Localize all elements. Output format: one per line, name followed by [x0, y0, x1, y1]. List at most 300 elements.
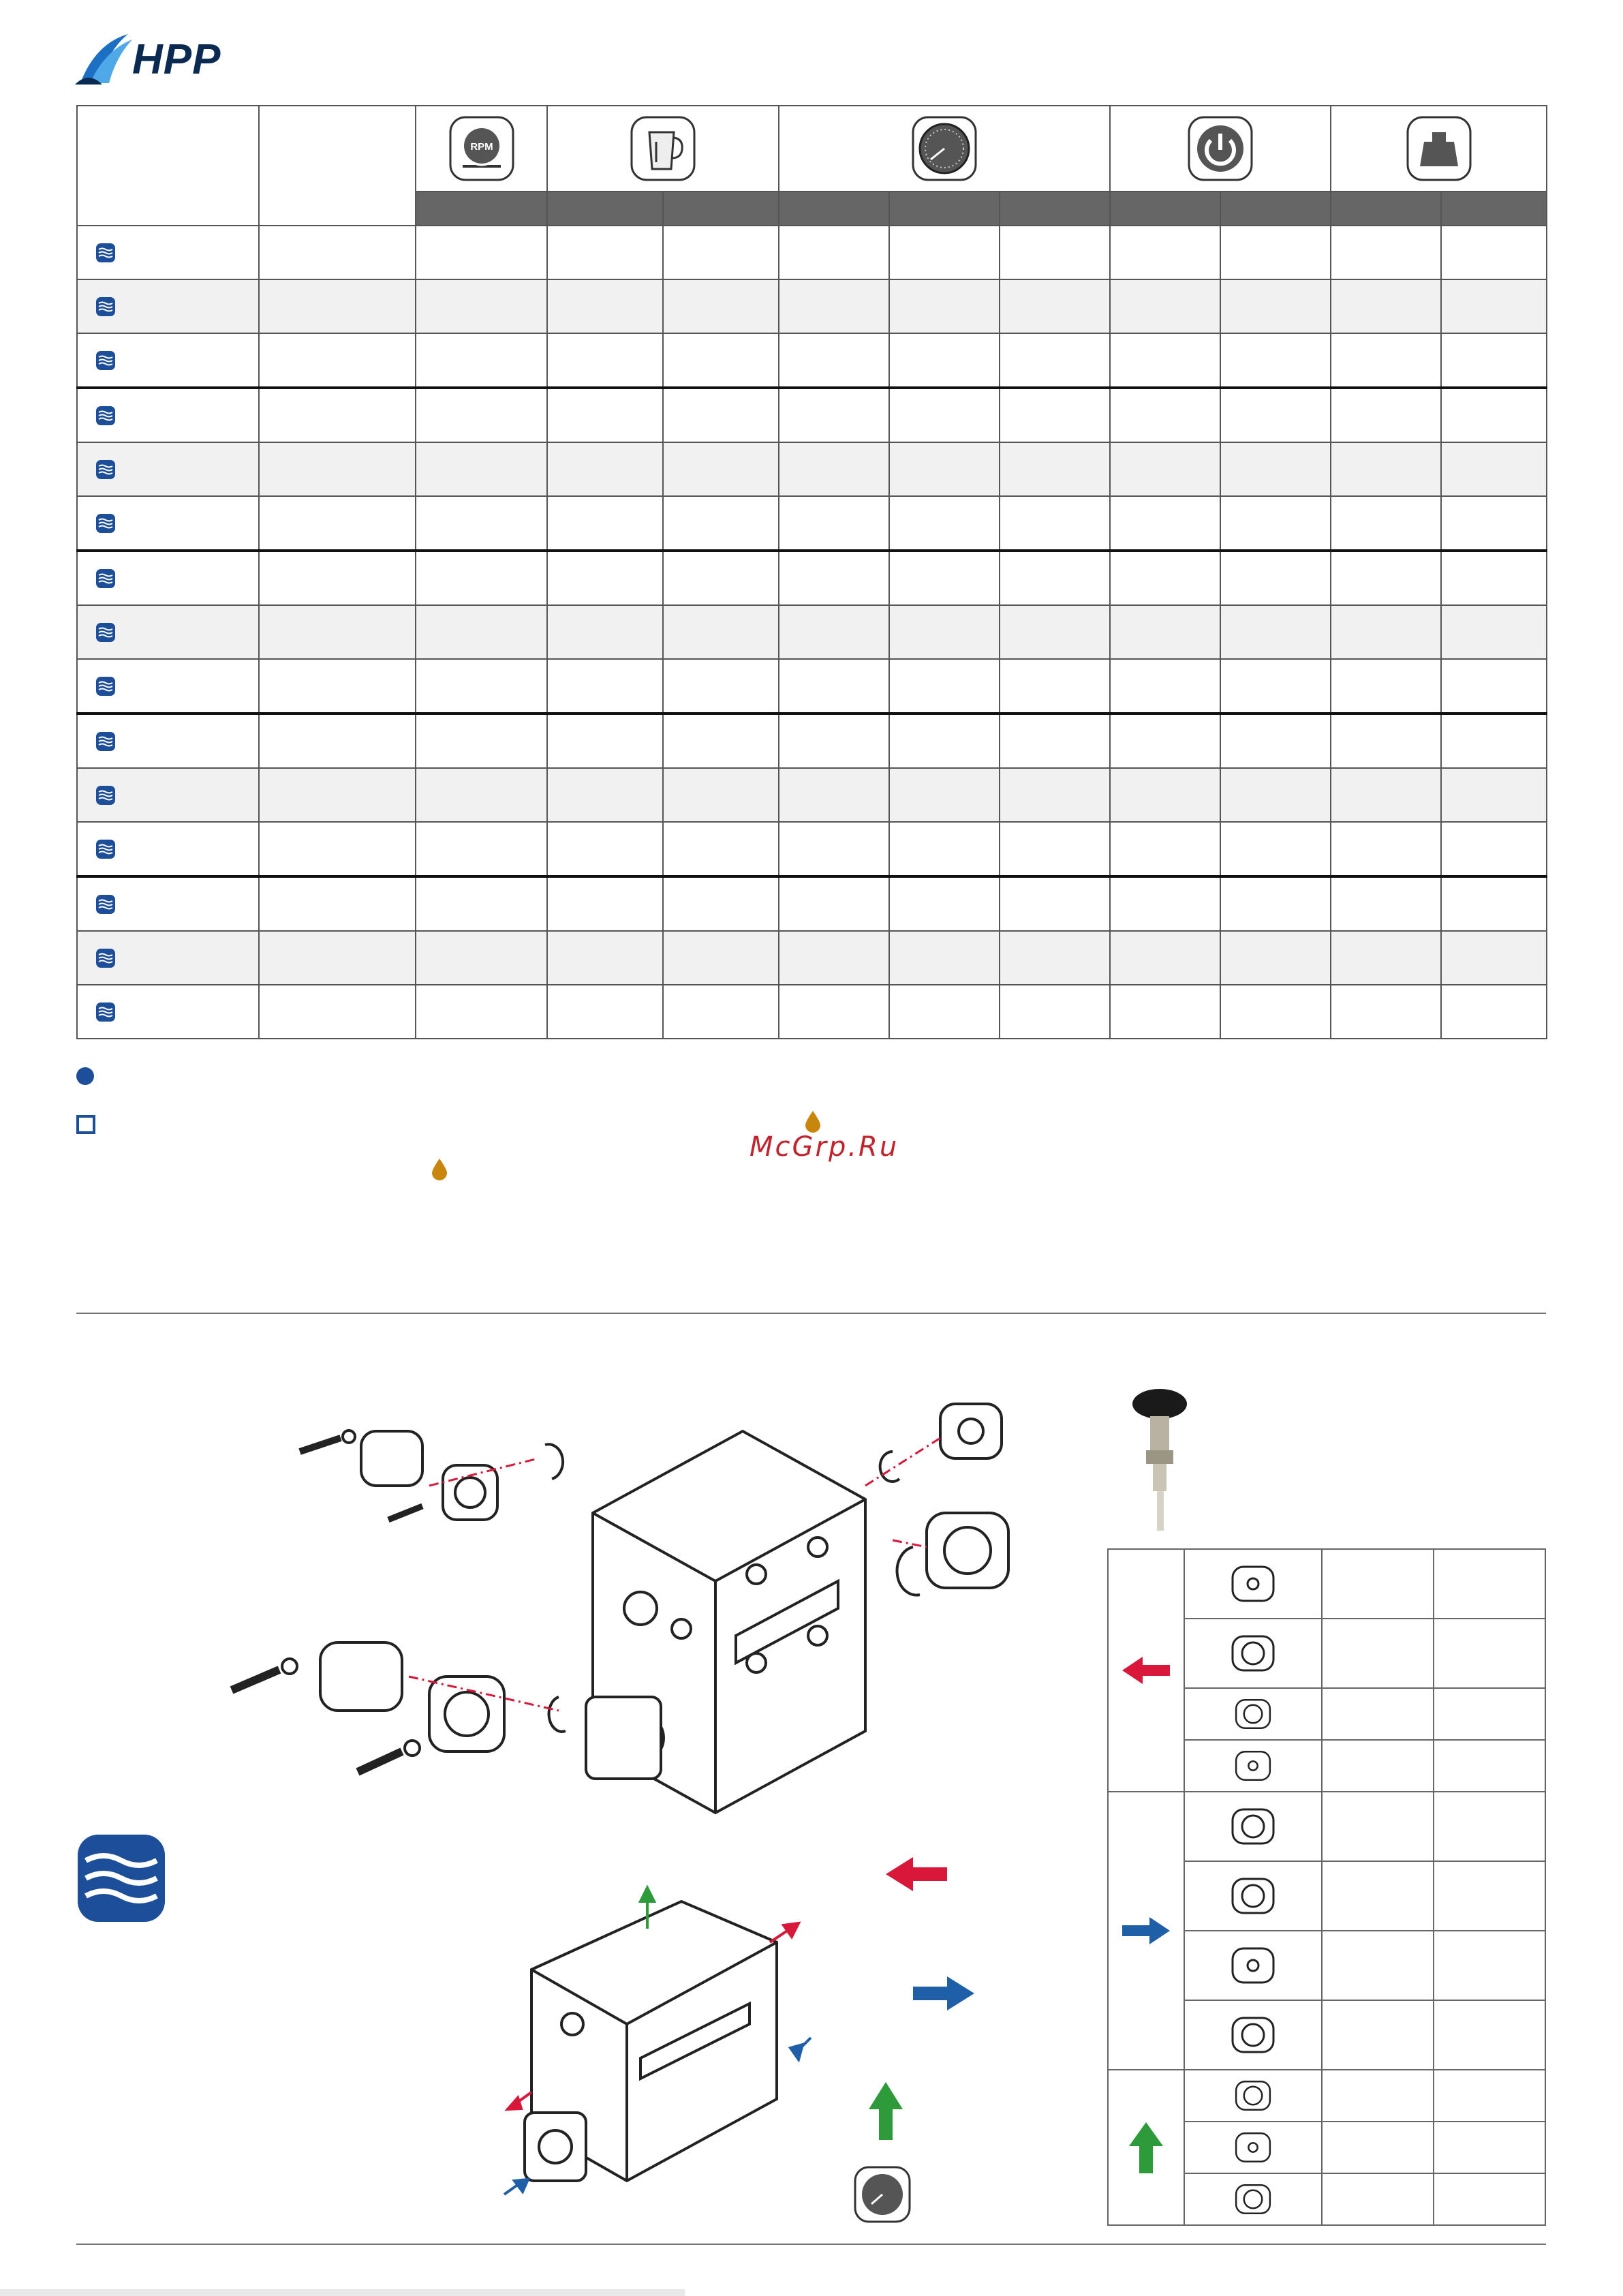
table-cell — [1220, 605, 1331, 659]
port-value-cell — [1434, 1792, 1545, 1861]
table-cell — [259, 985, 416, 1039]
table-cell — [889, 822, 1000, 876]
header-code — [259, 106, 416, 226]
port-part-cell — [1184, 1931, 1322, 2000]
subheader-cell — [779, 192, 889, 226]
table-cell — [547, 496, 663, 551]
table-cell — [1110, 496, 1220, 551]
table-cell — [547, 605, 663, 659]
table-cell — [1110, 551, 1220, 605]
table-cell — [259, 496, 416, 551]
table-row — [77, 714, 1547, 768]
subheader-cell — [1000, 192, 1110, 226]
header-flow — [547, 106, 779, 192]
left-arrow-icon — [1115, 1650, 1177, 1691]
water-waves-icon — [95, 839, 116, 859]
table-cell — [547, 388, 663, 442]
table-cell — [1000, 442, 1110, 496]
flange-part-icon — [1226, 1937, 1280, 1994]
water-waves-icon — [95, 894, 116, 915]
table-cell — [663, 931, 779, 985]
power-icon — [1186, 114, 1254, 183]
table-cell — [1331, 279, 1441, 333]
table-cell — [259, 226, 416, 279]
table-cell — [779, 442, 889, 496]
table-cell — [779, 388, 889, 442]
port-value-cell — [1434, 1740, 1545, 1792]
temperature-probe-image — [1117, 1377, 1206, 1533]
table-cell — [889, 551, 1000, 605]
water-waves-icon — [95, 1002, 116, 1022]
table-cell — [1331, 551, 1441, 605]
port-value-cell — [1434, 2122, 1545, 2173]
table-cell — [1220, 551, 1331, 605]
subheader-cell — [889, 192, 1000, 226]
table-cell — [889, 605, 1000, 659]
table-cell — [259, 388, 416, 442]
flange-part-icon — [1226, 2128, 1280, 2167]
table-cell — [1000, 714, 1110, 768]
right-arrow-icon — [1115, 1910, 1177, 1951]
port-value-cell — [1434, 2000, 1545, 2070]
port-value-cell — [1322, 2070, 1434, 2122]
table-cell — [1000, 931, 1110, 985]
table-cell — [1331, 388, 1441, 442]
port-part-cell — [1184, 2173, 1322, 2225]
table-header-row — [77, 106, 1547, 192]
table-cell — [259, 876, 416, 931]
table-cell — [1331, 226, 1441, 279]
table-cell — [663, 333, 779, 388]
table-cell — [779, 714, 889, 768]
subheader-cell — [1220, 192, 1331, 226]
table-cell — [1441, 714, 1547, 768]
subheader-cell — [663, 192, 779, 226]
table-cell — [779, 822, 889, 876]
table-cell — [259, 442, 416, 496]
header-rpm — [416, 106, 547, 192]
table-cell — [663, 226, 779, 279]
row-icon-cell — [77, 279, 259, 333]
table-cell — [259, 605, 416, 659]
hpp-logo — [75, 30, 252, 91]
table-cell — [1220, 985, 1331, 1039]
table-cell — [416, 442, 547, 496]
flange-part-icon — [1226, 2076, 1280, 2115]
table-cell — [1441, 333, 1547, 388]
gauge-icon — [910, 114, 978, 183]
table-cell — [1220, 442, 1331, 496]
up-arrow-icon — [1115, 2119, 1177, 2177]
table-cell — [1110, 226, 1220, 279]
subheader-cell — [1110, 192, 1220, 226]
table-row — [77, 659, 1547, 714]
row-icon-cell — [77, 822, 259, 876]
table-cell — [416, 931, 547, 985]
table-cell — [259, 659, 416, 714]
table-cell — [1441, 605, 1547, 659]
subheader-cell — [416, 192, 547, 226]
table-cell — [1331, 659, 1441, 714]
table-cell — [1441, 388, 1547, 442]
port-value-cell — [1322, 1549, 1434, 1619]
table-cell — [779, 659, 889, 714]
table-cell — [1110, 333, 1220, 388]
wave-logo-icon — [75, 30, 136, 91]
port-arrow-cell — [1108, 2070, 1184, 2225]
port-value-cell — [1434, 2070, 1545, 2122]
table-cell — [1110, 822, 1220, 876]
table-cell — [416, 279, 547, 333]
port-value-cell — [1322, 1931, 1434, 2000]
table-cell — [1110, 442, 1220, 496]
table-cell — [1000, 333, 1110, 388]
table-cell — [1000, 496, 1110, 551]
table-cell — [547, 714, 663, 768]
oil-drop-icon — [804, 1109, 822, 1133]
table-cell — [663, 279, 779, 333]
table-cell — [1000, 876, 1110, 931]
table-cell — [416, 226, 547, 279]
table-cell — [1220, 496, 1331, 551]
table-cell — [1220, 279, 1331, 333]
table-cell — [547, 226, 663, 279]
table-cell — [1220, 931, 1331, 985]
table-cell — [1220, 876, 1331, 931]
table-body — [77, 226, 1547, 1039]
water-waves-icon — [95, 243, 116, 263]
table-cell — [889, 279, 1000, 333]
port-value-cell — [1434, 1688, 1545, 1740]
table-cell — [1220, 714, 1331, 768]
port-part-cell — [1184, 2070, 1322, 2122]
header-pressure — [779, 106, 1110, 192]
flange-part-icon — [1226, 1798, 1280, 1855]
flange-part-icon — [1226, 1867, 1280, 1925]
table-cell — [416, 822, 547, 876]
table-cell — [779, 226, 889, 279]
table-cell — [259, 279, 416, 333]
water-waves-icon — [95, 622, 116, 643]
row-icon-cell — [77, 496, 259, 551]
table-cell — [1110, 605, 1220, 659]
table-cell — [663, 985, 779, 1039]
table-cell — [663, 605, 779, 659]
table-cell — [1331, 985, 1441, 1039]
table-cell — [416, 714, 547, 768]
table-cell — [1110, 279, 1220, 333]
table-cell — [416, 551, 547, 605]
table-row — [77, 605, 1547, 659]
table-row — [77, 876, 1547, 931]
row-icon-cell — [77, 985, 259, 1039]
table-row — [77, 768, 1547, 822]
table-cell — [416, 333, 547, 388]
table-cell — [1331, 442, 1441, 496]
port-value-cell — [1322, 2122, 1434, 2173]
port-part-cell — [1184, 1740, 1322, 1792]
table-cell — [1441, 931, 1547, 985]
ports-row — [1108, 1792, 1545, 1861]
logo-text: HPP — [132, 36, 221, 83]
table-cell — [779, 551, 889, 605]
water-waves-icon — [95, 948, 116, 968]
table-cell — [1000, 551, 1110, 605]
flange-part-icon — [1226, 1555, 1280, 1612]
table-cell — [1110, 876, 1220, 931]
table-cell — [1110, 768, 1220, 822]
table-cell — [1110, 985, 1220, 1039]
table-cell — [1220, 768, 1331, 822]
port-part-cell — [1184, 1861, 1322, 1931]
ports-row — [1108, 2070, 1545, 2122]
table-cell — [547, 659, 663, 714]
table-cell — [663, 768, 779, 822]
table-cell — [1331, 931, 1441, 985]
port-value-cell — [1322, 2000, 1434, 2070]
flange-part-icon — [1226, 1746, 1280, 1786]
table-row — [77, 985, 1547, 1039]
table-cell — [663, 388, 779, 442]
water-waves-icon — [95, 296, 116, 317]
port-value-cell — [1434, 2173, 1545, 2225]
table-cell — [1000, 605, 1110, 659]
water-waves-icon — [95, 350, 116, 371]
table-row — [77, 822, 1547, 876]
table-cell — [416, 496, 547, 551]
rpm-icon — [448, 114, 516, 183]
table-row — [77, 931, 1547, 985]
header-weight — [1331, 106, 1547, 192]
table-cell — [889, 931, 1000, 985]
table-cell — [547, 551, 663, 605]
ports-row — [1108, 1549, 1545, 1619]
table-cell — [889, 768, 1000, 822]
table-cell — [1441, 659, 1547, 714]
table-cell — [663, 876, 779, 931]
flange-part-icon — [1226, 1625, 1280, 1682]
footer-divider — [76, 2244, 1546, 2245]
table-row — [77, 279, 1547, 333]
table-cell — [1110, 388, 1220, 442]
table-cell — [1000, 768, 1110, 822]
row-icon-cell — [77, 605, 259, 659]
table-cell — [416, 659, 547, 714]
port-part-cell — [1184, 2000, 1322, 2070]
port-part-cell — [1184, 1688, 1322, 1740]
port-value-cell — [1434, 1931, 1545, 2000]
watermark: McGrp.Ru — [749, 1131, 899, 1163]
table-cell — [1110, 659, 1220, 714]
table-cell — [1000, 659, 1110, 714]
port-value-cell — [1434, 1861, 1545, 1931]
water-waves-icon — [95, 405, 116, 426]
table-cell — [1441, 822, 1547, 876]
table-cell — [416, 605, 547, 659]
table-cell — [1110, 714, 1220, 768]
table-cell — [259, 822, 416, 876]
oil-drop-icon — [431, 1157, 448, 1180]
row-icon-cell — [77, 442, 259, 496]
water-waves-icon — [76, 1833, 166, 1923]
table-cell — [1331, 605, 1441, 659]
water-waves-icon — [95, 676, 116, 697]
port-value-cell — [1322, 1688, 1434, 1740]
table-cell — [416, 388, 547, 442]
port-value-cell — [1322, 1792, 1434, 1861]
table-cell — [416, 768, 547, 822]
table-cell — [1000, 985, 1110, 1039]
table-cell — [1441, 279, 1547, 333]
table-cell — [1220, 333, 1331, 388]
row-icon-cell — [77, 226, 259, 279]
table-cell — [259, 768, 416, 822]
header-model — [77, 106, 259, 226]
table-cell — [1441, 876, 1547, 931]
header-power — [1110, 106, 1331, 192]
table-cell — [663, 822, 779, 876]
table-cell — [1441, 985, 1547, 1039]
row-icon-cell — [77, 931, 259, 985]
table-cell — [889, 333, 1000, 388]
specification-table — [76, 105, 1546, 1039]
row-icon-cell — [77, 388, 259, 442]
table-cell — [547, 333, 663, 388]
table-cell — [889, 714, 1000, 768]
table-cell — [1220, 226, 1331, 279]
table-cell — [1331, 876, 1441, 931]
table-cell — [1441, 496, 1547, 551]
port-arrow-cell — [1108, 1792, 1184, 2070]
table-cell — [779, 876, 889, 931]
table-row — [77, 442, 1547, 496]
table-cell — [547, 931, 663, 985]
row-icon-cell — [77, 659, 259, 714]
weight-icon — [1405, 114, 1473, 183]
table-cell — [1331, 714, 1441, 768]
port-value-cell — [1434, 1619, 1545, 1688]
table-cell — [1331, 822, 1441, 876]
table-cell — [779, 768, 889, 822]
port-arrow-cell — [1108, 1549, 1184, 1792]
table-cell — [889, 659, 1000, 714]
table-row — [77, 496, 1547, 551]
table-cell — [1000, 226, 1110, 279]
table-row — [77, 226, 1547, 279]
section-divider — [76, 1313, 1546, 1314]
table-cell — [1441, 442, 1547, 496]
table-cell — [663, 496, 779, 551]
table-cell — [779, 279, 889, 333]
table-cell — [259, 931, 416, 985]
port-part-cell — [1184, 1792, 1322, 1861]
ports-grid — [1107, 1548, 1546, 2226]
svg-text:RPM: RPM — [469, 141, 493, 153]
flange-part-icon — [1226, 1694, 1280, 1734]
subheader-cell — [1441, 192, 1547, 226]
table-row — [77, 551, 1547, 605]
table-cell — [259, 333, 416, 388]
water-waves-icon — [95, 459, 116, 480]
optional-square-marker — [76, 1115, 95, 1134]
table-cell — [1220, 659, 1331, 714]
port-value-cell — [1322, 1740, 1434, 1792]
table-cell — [547, 876, 663, 931]
table-cell — [259, 551, 416, 605]
table-cell — [1000, 279, 1110, 333]
port-part-cell — [1184, 2122, 1322, 2173]
table-cell — [547, 822, 663, 876]
table-cell — [663, 442, 779, 496]
flange-part-icon — [1226, 2179, 1280, 2219]
table-cell — [1000, 388, 1110, 442]
water-waves-icon — [95, 513, 116, 534]
table-cell — [889, 985, 1000, 1039]
table-cell — [889, 388, 1000, 442]
table-cell — [1331, 768, 1441, 822]
port-value-cell — [1322, 2173, 1434, 2225]
subheader-cell — [1331, 192, 1441, 226]
port-value-cell — [1322, 1619, 1434, 1688]
table-cell — [259, 714, 416, 768]
table-cell — [889, 496, 1000, 551]
table-cell — [663, 551, 779, 605]
port-part-cell — [1184, 1619, 1322, 1688]
aux-arrow-icon — [869, 2082, 903, 2140]
water-waves-icon — [95, 568, 116, 589]
port-value-cell — [1322, 1861, 1434, 1931]
table-cell — [547, 768, 663, 822]
table-cell — [779, 333, 889, 388]
table-cell — [663, 714, 779, 768]
port-value-cell — [1434, 1549, 1545, 1619]
row-icon-cell — [77, 768, 259, 822]
standard-dot-marker — [76, 1067, 94, 1085]
pump-exploded-drawing — [204, 1377, 1042, 2235]
table-cell — [1441, 226, 1547, 279]
water-waves-icon — [95, 785, 116, 806]
table-cell — [547, 985, 663, 1039]
table-cell — [1110, 931, 1220, 985]
table-cell — [547, 279, 663, 333]
table-cell — [779, 985, 889, 1039]
table-cell — [1441, 768, 1547, 822]
table-cell — [416, 876, 547, 931]
port-part-cell — [1184, 1549, 1322, 1619]
flange-part-icon — [1226, 2006, 1280, 2064]
table-cell — [1331, 333, 1441, 388]
water-waves-icon — [95, 731, 116, 752]
table-cell — [1441, 551, 1547, 605]
row-icon-cell — [77, 876, 259, 931]
table-row — [77, 333, 1547, 388]
outlet-arrow-icon — [913, 1976, 974, 2010]
ports-table — [1107, 1548, 1546, 2226]
table-cell — [779, 496, 889, 551]
table-cell — [1220, 822, 1331, 876]
table-cell — [889, 876, 1000, 931]
row-icon-cell — [77, 714, 259, 768]
inlet-arrow-icon — [886, 1857, 947, 1891]
table-cell — [779, 931, 889, 985]
footer-bar — [0, 2289, 685, 2296]
table-cell — [416, 985, 547, 1039]
row-icon-cell — [77, 551, 259, 605]
table-cell — [779, 605, 889, 659]
table-cell — [663, 659, 779, 714]
row-icon-cell — [77, 333, 259, 388]
table-cell — [1331, 496, 1441, 551]
